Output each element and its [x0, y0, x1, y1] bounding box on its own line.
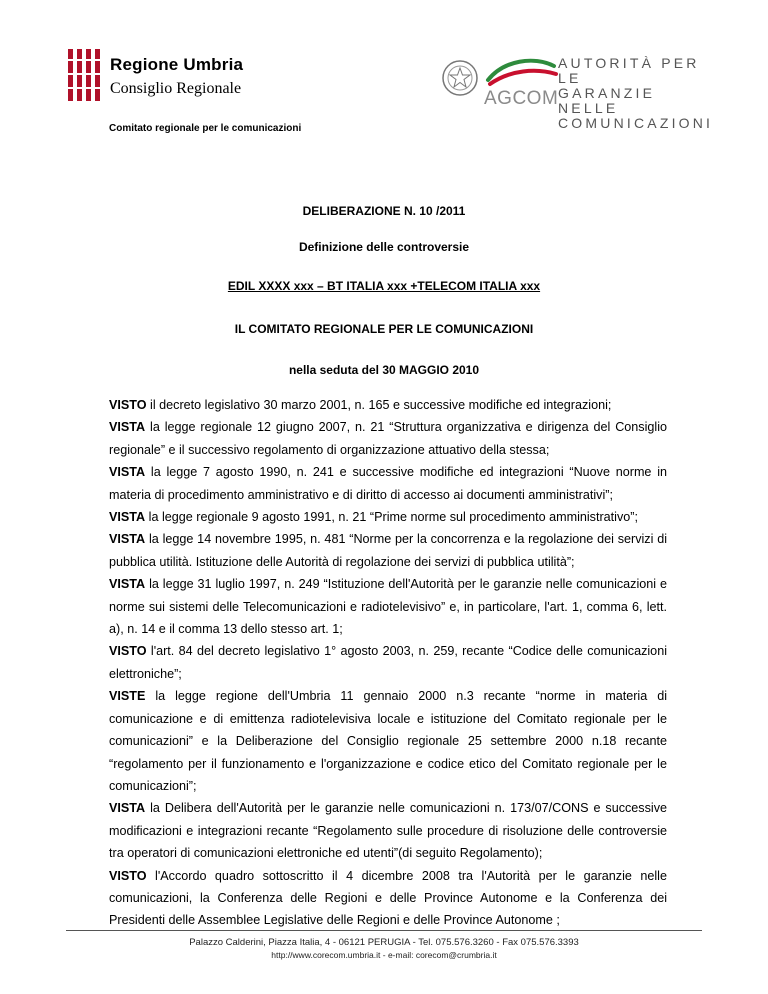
committee-label: Comitato regionale per le comunicazioni [109, 123, 302, 134]
footer-divider [66, 930, 702, 931]
premise-text: il decreto legislativo 30 marzo 2001, n. 165 e successive modifiche ed integrazioni; [146, 398, 612, 412]
region-subtitle: Consiglio Regionale [110, 80, 242, 97]
premise-text: la legge regionale 12 giugno 2007, n. 21 “Struttura organizzativa e dirigenza del Consiglio regionale” e il successivo regolamento di organizzazione attuativo della stessa; [109, 420, 667, 457]
premise-text: la legge 7 agosto 1990, n. 241 e successive modifiche ed integrazioni “Nuove norme in materia di procedimento amministrativo e di diritto di accesso ai documenti amministrativi”; [109, 465, 667, 502]
region-title: Regione Umbria [110, 55, 244, 74]
premise-item [109, 461, 667, 506]
premise-item [109, 394, 667, 416]
premise-keyword: VISTA [109, 577, 146, 592]
deliberation-number: DELIBERAZIONE N. 10 /2011 [302, 204, 466, 218]
premise-item [109, 506, 667, 528]
authority-name [558, 56, 720, 131]
italian-emblem-icon [440, 58, 480, 98]
premise-text: l'art. 84 del decreto legislativo 1° agosto 2003, n. 259, recante “Codice delle comunicazioni elettroniche”; [109, 644, 667, 681]
premise-keyword: VISTO [109, 868, 147, 883]
authority-line-1: AUTORITÀ PER LE [558, 55, 700, 86]
premise-text: la Delibera dell'Autorità per le garanzie nelle comunicazioni n. 173/07/CONS e successive modificazioni e integrazioni recante “Regolamento sulle procedure di risoluzione delle controversie tra operatori di comunicazioni elettroniche ed utenti”(di seguito Regolamento); [109, 801, 667, 861]
premise-keyword: VISTA [109, 532, 146, 547]
agcom-logo [440, 52, 720, 131]
premise-item [109, 865, 667, 932]
premise-item [109, 573, 667, 640]
dispute-parties: EDIL XXXX xxx – BT ITALIA xxx +TELECOM ITALIA xxx [227, 279, 541, 293]
premises-list [109, 394, 667, 932]
premise-keyword: VISTO [109, 398, 147, 412]
premise-keyword: VISTA [109, 420, 146, 435]
premise-text: la legge regionale 9 agosto 1991, n. 21 “Prime norme sul procedimento amministrativo”; [145, 510, 638, 525]
premise-keyword: VISTA [109, 510, 146, 525]
premise-text: la legge 31 luglio 1997, n. 249 “Istituzione dell'Autorità per le garanzie nelle comunicazioni e norme sui sistemi delle Telecomunicazioni e radiotelevisivo” e, in particolare, l'art. 1, comma 6, lett. a), n. 14 e il comma 13 dello stesso art. 1; [109, 577, 667, 637]
premise-item [109, 640, 667, 685]
premise-item [109, 528, 667, 573]
premise-keyword: VISTA [109, 801, 146, 816]
premise-text: la legge regione dell'Umbria 11 gennaio 2000 n.3 recante “norme in materia di comunicazione e di emittenza radiotelevisiva locale e istituzione del Comitato regionale per le comunicazioni” e la Deliberazione del Consiglio regionale 25 settembre 2000 n.18 recante “regolamento per il funzionamento e l'organizzazione e codice etico del Comitato regionale per le comunicazioni”; [109, 689, 667, 793]
regione-umbria-logo [66, 47, 246, 107]
premise-item [109, 797, 667, 864]
deliberation-subject: Definizione delle controversie [298, 240, 470, 254]
agcom-acronym: AGCOM [484, 88, 559, 109]
footer-contacts: http://www.corecom.umbria.it - e-mail: corecom@crumbria.it [271, 950, 497, 960]
premise-item [109, 685, 667, 797]
session-date: nella seduta del 30 MAGGIO 2010 [288, 363, 480, 377]
footer-address: Palazzo Calderini, Piazza Italia, 4 - 06121 PERUGIA - Tel. 075.576.3260 - Fax 075.576.3393 [189, 937, 579, 948]
premise-text: l'Accordo quadro sottoscritto il 4 dicembre 2008 tra l'Autorità per le garanzie nelle comunicazioni, la Conferenza delle Regioni e delle Province Autonome e la Conferenza dei Presidenti delle Assemblee Legislative delle Regioni e delle Province Autonome ; [109, 868, 667, 928]
premise-keyword: VISTE [109, 689, 146, 704]
premise-keyword: VISTO [109, 644, 147, 659]
premise-keyword: VISTA [109, 465, 146, 480]
premise-item [109, 416, 667, 461]
umbria-crest-icon [66, 47, 102, 103]
premise-text: la legge 14 novembre 1995, n. 481 “Norme per la concorrenza e la regolazione dei servizi di pubblica utilità. Istituzione delle Autorità di regolazione dei servizi di pubblica utilità”; [109, 532, 667, 569]
committee-heading: IL COMITATO REGIONALE PER LE COMUNICAZIONI [234, 322, 534, 336]
authority-line-2: GARANZIE NELLE [558, 85, 656, 116]
authority-line-3: COMUNICAZIONI [558, 115, 714, 131]
